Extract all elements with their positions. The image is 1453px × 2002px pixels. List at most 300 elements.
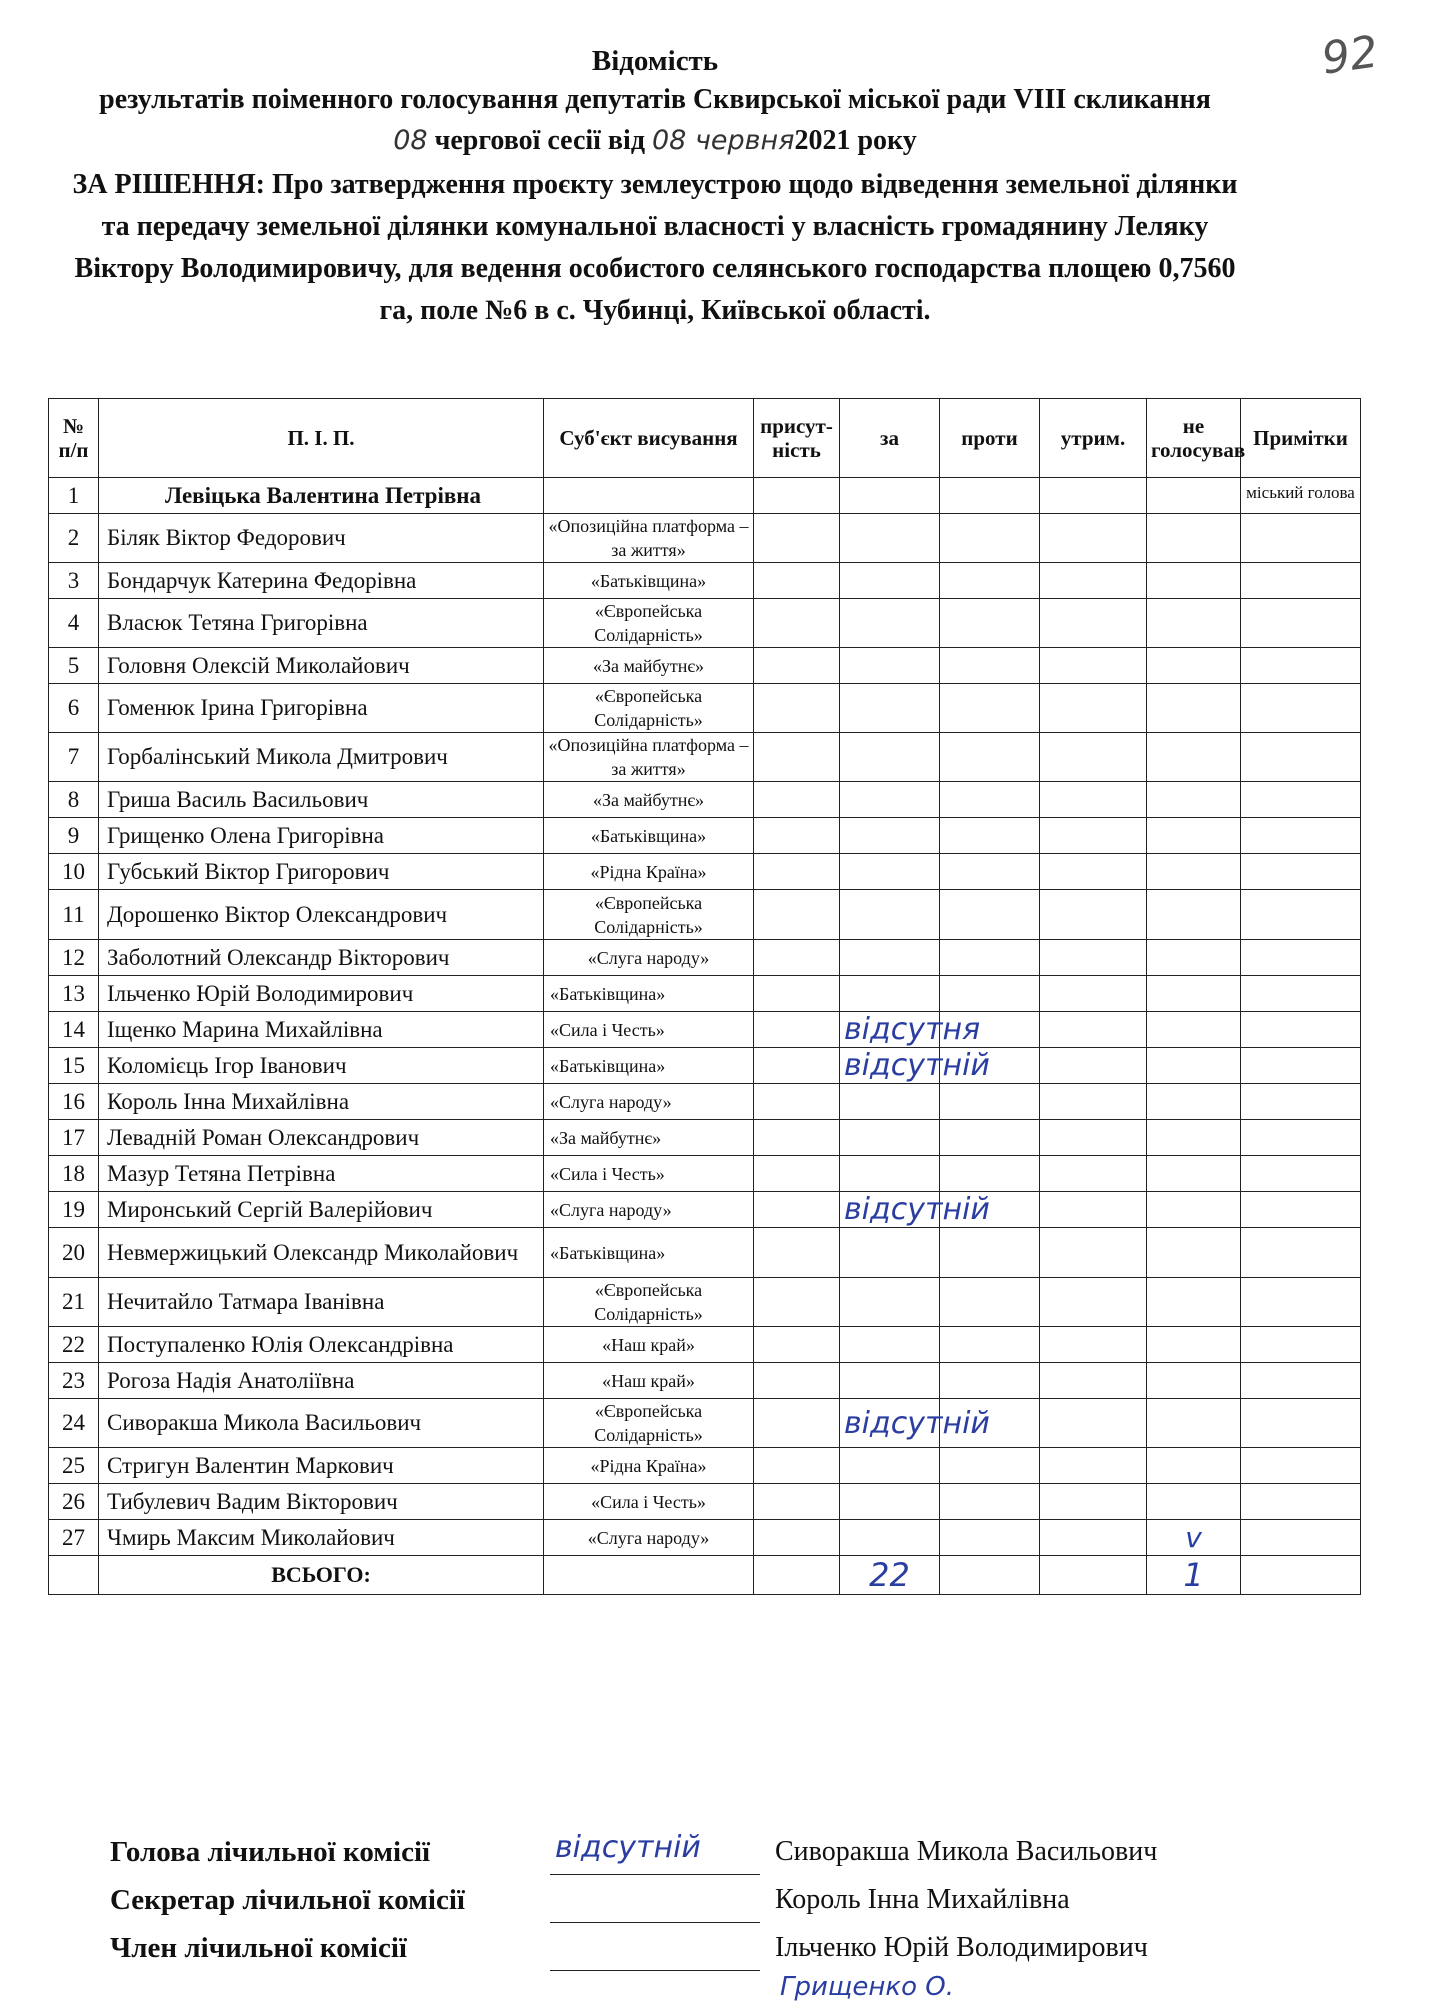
vote-for-cell bbox=[840, 478, 940, 514]
note-cell bbox=[1241, 1278, 1361, 1327]
vote-abstain-cell bbox=[1040, 1228, 1147, 1278]
commission-name: Ільченко Юрій Володимирович bbox=[775, 1932, 1148, 1963]
deputy-name: Ільченко Юрій Володимирович bbox=[99, 976, 544, 1012]
nomination-subject: «Європейська Солідарність» bbox=[544, 599, 754, 648]
vote-for-cell bbox=[840, 599, 940, 648]
table-row bbox=[49, 648, 1361, 684]
nomination-subject: «Батьківщина» bbox=[544, 563, 754, 599]
vote-for-cell bbox=[840, 1048, 990, 1084]
vote-for-cell bbox=[840, 818, 940, 854]
not-voted-cell bbox=[1147, 1363, 1241, 1399]
note-cell bbox=[1241, 1228, 1361, 1278]
presence-cell bbox=[754, 1120, 840, 1156]
vote-abstain-cell bbox=[1040, 514, 1147, 563]
vote-for-cell bbox=[840, 976, 940, 1012]
nomination-subject: «Батьківщина» bbox=[544, 1228, 754, 1278]
vote-abstain-cell bbox=[1040, 1156, 1147, 1192]
commission-role: Секретар лічильної комісії bbox=[110, 1884, 465, 1916]
session-date: 08 червня bbox=[652, 125, 795, 156]
nomination-subject: «За майбутнє» bbox=[544, 1120, 754, 1156]
nomination-subject: «Рідна Країна» bbox=[544, 854, 754, 890]
total-note bbox=[1241, 1556, 1361, 1595]
vote-abstain-cell bbox=[1040, 782, 1147, 818]
document-subtitle: результатів поіменного голосування депутатів Сквирської міської ради VIII скликання bbox=[99, 84, 1211, 115]
vote-for-cell bbox=[840, 648, 940, 684]
signature-line bbox=[550, 1970, 760, 1971]
session-text: чергової сесії від bbox=[434, 125, 645, 156]
table-row bbox=[49, 1278, 1361, 1327]
table-row bbox=[49, 1228, 1361, 1278]
not-voted-cell bbox=[1147, 1228, 1241, 1278]
deputy-name: Поступаленко Юлія Олександрівна bbox=[99, 1327, 544, 1363]
note-cell bbox=[1241, 940, 1361, 976]
nomination-subject: «Слуга народу» bbox=[544, 1192, 754, 1228]
vote-for-cell bbox=[840, 1156, 940, 1192]
table-row bbox=[49, 1156, 1361, 1192]
row-number: 4 bbox=[49, 599, 99, 648]
vote-for-cell bbox=[840, 1448, 940, 1484]
not-voted-cell bbox=[1147, 890, 1241, 940]
vote-against-cell bbox=[940, 478, 1040, 514]
nomination-subject: «Наш край» bbox=[544, 1363, 754, 1399]
not-voted-cell bbox=[1147, 1048, 1241, 1084]
vote-for-cell bbox=[840, 514, 940, 563]
not-voted-cell bbox=[1147, 648, 1241, 684]
vote-against-cell bbox=[940, 563, 1040, 599]
presence-cell bbox=[754, 563, 840, 599]
row-number: 3 bbox=[49, 563, 99, 599]
vote-for-cell bbox=[840, 563, 940, 599]
not-voted-cell bbox=[1147, 1192, 1241, 1228]
presence-cell bbox=[754, 1484, 840, 1520]
row-number: 8 bbox=[49, 782, 99, 818]
vote-for-cell bbox=[840, 940, 940, 976]
not-voted-cell bbox=[1147, 782, 1241, 818]
note-cell bbox=[1241, 1156, 1361, 1192]
note-cell bbox=[1241, 1327, 1361, 1363]
nomination-subject: «Слуга народу» bbox=[544, 1520, 754, 1556]
vote-for-cell bbox=[840, 1084, 940, 1120]
not-voted-cell bbox=[1147, 940, 1241, 976]
commission-member bbox=[110, 1830, 1260, 1884]
row-number: 22 bbox=[49, 1327, 99, 1363]
row-number: 7 bbox=[49, 733, 99, 782]
vote-for-cell bbox=[840, 782, 940, 818]
presence-cell bbox=[754, 976, 840, 1012]
page-number: 92 bbox=[1318, 26, 1382, 85]
note-cell bbox=[1241, 854, 1361, 890]
nomination-subject: «Європейська Солідарність» bbox=[544, 1399, 754, 1448]
note-cell: міський голова bbox=[1241, 478, 1361, 514]
nomination-subject: «Сила і Честь» bbox=[544, 1484, 754, 1520]
vote-abstain-cell bbox=[1040, 854, 1147, 890]
vote-against-cell bbox=[940, 1228, 1040, 1278]
table-row bbox=[49, 1484, 1361, 1520]
note-cell bbox=[1241, 1120, 1361, 1156]
presence-cell bbox=[754, 1520, 840, 1556]
vote-against-cell bbox=[940, 976, 1040, 1012]
presence-cell bbox=[754, 478, 840, 514]
vote-against-cell bbox=[940, 1448, 1040, 1484]
row-number: 16 bbox=[49, 1084, 99, 1120]
table-row bbox=[49, 1084, 1361, 1120]
session-year: 2021 року bbox=[794, 125, 917, 156]
vote-against-cell bbox=[940, 1520, 1040, 1556]
nomination-subject: «Європейська Солідарність» bbox=[544, 684, 754, 733]
not-voted-cell bbox=[1147, 684, 1241, 733]
vote-against-cell bbox=[940, 1120, 1040, 1156]
total-not-voted bbox=[1147, 1556, 1241, 1595]
not-voted-cell bbox=[1147, 563, 1241, 599]
not-voted-cell bbox=[1147, 1012, 1241, 1048]
total-abstain bbox=[1040, 1556, 1147, 1595]
presence-cell bbox=[754, 890, 840, 940]
deputy-name: Стригун Валентин Маркович bbox=[99, 1448, 544, 1484]
vote-against-cell bbox=[940, 599, 1040, 648]
table-row bbox=[49, 890, 1361, 940]
table-row bbox=[49, 940, 1361, 976]
column-header: Примітки bbox=[1241, 399, 1361, 478]
deputy-name: Гоменюк Ірина Григорівна bbox=[99, 684, 544, 733]
vote-against-cell bbox=[940, 890, 1040, 940]
not-voted-cell bbox=[1147, 976, 1241, 1012]
deputy-name: Біляк Віктор Федорович bbox=[99, 514, 544, 563]
table-row bbox=[49, 1520, 1361, 1556]
deputy-name: Чмирь Максим Миколайович bbox=[99, 1520, 544, 1556]
deputy-name: Бондарчук Катерина Федорівна bbox=[99, 563, 544, 599]
vote-abstain-cell bbox=[1040, 684, 1147, 733]
vote-for-cell bbox=[840, 1228, 940, 1278]
total-for-value: 22 bbox=[869, 1556, 910, 1594]
column-header: не голосував bbox=[1147, 399, 1241, 478]
nomination-subject: «Батьківщина» bbox=[544, 976, 754, 1012]
deputy-name: Левіцька Валентина Петрівна bbox=[99, 478, 544, 514]
nomination-subject: «За майбутнє» bbox=[544, 648, 754, 684]
nomination-subject: «Європейська Солідарність» bbox=[544, 890, 754, 940]
vote-for-cell bbox=[840, 1327, 940, 1363]
table-row bbox=[49, 1012, 1361, 1048]
presence-cell bbox=[754, 514, 840, 563]
vote-abstain-cell bbox=[1040, 1448, 1147, 1484]
not-voted-cell bbox=[1147, 514, 1241, 563]
table-row bbox=[49, 854, 1361, 890]
vote-for-cell bbox=[840, 1120, 940, 1156]
note-cell bbox=[1241, 1520, 1361, 1556]
row-number: 20 bbox=[49, 1228, 99, 1278]
row-number: 14 bbox=[49, 1012, 99, 1048]
absent-note: відсутній bbox=[844, 1405, 990, 1441]
note-cell bbox=[1241, 1484, 1361, 1520]
table-row bbox=[49, 1448, 1361, 1484]
vote-abstain-cell bbox=[1040, 599, 1147, 648]
deputy-name: Нечитайло Татмара Іванівна bbox=[99, 1278, 544, 1327]
deputy-name: Невмержицький Олександр Миколайович bbox=[99, 1228, 544, 1278]
total-row bbox=[49, 1556, 1361, 1595]
deputy-name: Коломієць Ігор Іванович bbox=[99, 1048, 544, 1084]
table-row bbox=[49, 1048, 1361, 1084]
vote-abstain-cell bbox=[1040, 1484, 1147, 1520]
column-header: № п/п bbox=[49, 399, 99, 478]
row-number: 18 bbox=[49, 1156, 99, 1192]
commission-member bbox=[110, 1884, 1260, 1932]
note-cell bbox=[1241, 1012, 1361, 1048]
vote-against-cell bbox=[940, 1484, 1040, 1520]
total-empty bbox=[754, 1556, 840, 1595]
table-row bbox=[49, 1120, 1361, 1156]
deputy-name: Тибулевич Вадим Вікторович bbox=[99, 1484, 544, 1520]
vote-for-cell bbox=[840, 1484, 940, 1520]
document-header bbox=[60, 42, 1250, 332]
column-header: утрим. bbox=[1040, 399, 1147, 478]
vote-abstain-cell bbox=[1040, 1399, 1147, 1448]
not-voted-cell bbox=[1147, 854, 1241, 890]
vote-abstain-cell bbox=[1040, 890, 1147, 940]
presence-cell bbox=[754, 782, 840, 818]
note-cell bbox=[1241, 514, 1361, 563]
vote-against-cell bbox=[940, 733, 1040, 782]
table-row bbox=[49, 514, 1361, 563]
not-voted-cell bbox=[1147, 599, 1241, 648]
not-voted-cell bbox=[1147, 1520, 1241, 1556]
row-number: 26 bbox=[49, 1484, 99, 1520]
deputy-name: Дорошенко Віктор Олександрович bbox=[99, 890, 544, 940]
presence-cell bbox=[754, 1084, 840, 1120]
vote-abstain-cell bbox=[1040, 1120, 1147, 1156]
session-number: 08 bbox=[393, 125, 428, 156]
presence-cell bbox=[754, 1048, 840, 1084]
vote-against-cell bbox=[940, 1156, 1040, 1192]
deputy-name: Король Інна Михайлівна bbox=[99, 1084, 544, 1120]
vote-abstain-cell bbox=[1040, 1048, 1147, 1084]
row-number: 19 bbox=[49, 1192, 99, 1228]
vote-abstain-cell bbox=[1040, 818, 1147, 854]
nomination-subject bbox=[544, 478, 754, 514]
column-header: присут-ність bbox=[754, 399, 840, 478]
vote-against-cell bbox=[940, 1084, 1040, 1120]
column-header: П. І. П. bbox=[99, 399, 544, 478]
vote-abstain-cell bbox=[1040, 1084, 1147, 1120]
deputy-name: Рогоза Надія Анатоліївна bbox=[99, 1363, 544, 1399]
document-title: Відомість bbox=[591, 45, 719, 77]
note-cell bbox=[1241, 733, 1361, 782]
table-row bbox=[49, 478, 1361, 514]
column-header: проти bbox=[940, 399, 1040, 478]
nomination-subject: «Європейська Солідарність» bbox=[544, 1278, 754, 1327]
vote-for-cell bbox=[840, 1520, 940, 1556]
not-voted-mark: v bbox=[1185, 1521, 1202, 1554]
vote-for-cell bbox=[840, 1192, 990, 1228]
note-cell bbox=[1241, 1084, 1361, 1120]
nomination-subject: «За майбутнє» bbox=[544, 782, 754, 818]
presence-cell bbox=[754, 1278, 840, 1327]
row-number: 23 bbox=[49, 1363, 99, 1399]
not-voted-cell bbox=[1147, 1327, 1241, 1363]
deputy-name: Сиворакша Микола Васильович bbox=[99, 1399, 544, 1448]
vote-for-cell bbox=[840, 890, 940, 940]
vote-for-cell bbox=[840, 1399, 990, 1448]
vote-abstain-cell bbox=[1040, 563, 1147, 599]
presence-cell bbox=[754, 1156, 840, 1192]
row-number: 11 bbox=[49, 890, 99, 940]
note-cell bbox=[1241, 563, 1361, 599]
note-cell bbox=[1241, 1363, 1361, 1399]
nomination-subject: «Опозиційна платформа – за життя» bbox=[544, 514, 754, 563]
vote-against-cell bbox=[940, 940, 1040, 976]
note-cell bbox=[1241, 599, 1361, 648]
deputy-name: Миронський Сергій Валерійович bbox=[99, 1192, 544, 1228]
nomination-subject: «Сила і Честь» bbox=[544, 1156, 754, 1192]
nomination-subject: «Батьківщина» bbox=[544, 818, 754, 854]
deputy-name: Горбалінський Микола Дмитрович bbox=[99, 733, 544, 782]
not-voted-cell bbox=[1147, 733, 1241, 782]
presence-cell bbox=[754, 1399, 840, 1448]
note-cell bbox=[1241, 1399, 1361, 1448]
deputy-name: Губський Віктор Григорович bbox=[99, 854, 544, 890]
table-row bbox=[49, 818, 1361, 854]
commission-role: Член лічильної комісії bbox=[110, 1932, 407, 1964]
note-cell bbox=[1241, 818, 1361, 854]
presence-cell bbox=[754, 1327, 840, 1363]
deputy-name: Іщенко Марина Михайлівна bbox=[99, 1012, 544, 1048]
table-row bbox=[49, 1363, 1361, 1399]
row-number: 27 bbox=[49, 1520, 99, 1556]
not-voted-cell bbox=[1147, 818, 1241, 854]
table-row bbox=[49, 976, 1361, 1012]
presence-cell bbox=[754, 599, 840, 648]
not-voted-cell bbox=[1147, 1278, 1241, 1327]
vote-abstain-cell bbox=[1040, 1012, 1147, 1048]
presence-cell bbox=[754, 684, 840, 733]
total-empty bbox=[49, 1556, 99, 1595]
decision-block bbox=[60, 164, 1250, 332]
row-number: 21 bbox=[49, 1278, 99, 1327]
row-number: 10 bbox=[49, 854, 99, 890]
presence-cell bbox=[754, 1192, 840, 1228]
note-cell bbox=[1241, 648, 1361, 684]
presence-cell bbox=[754, 1228, 840, 1278]
nomination-subject: «Наш край» bbox=[544, 1327, 754, 1363]
not-voted-cell bbox=[1147, 1448, 1241, 1484]
vote-against-cell bbox=[940, 818, 1040, 854]
note-cell bbox=[1241, 782, 1361, 818]
vote-abstain-cell bbox=[1040, 1192, 1147, 1228]
vote-abstain-cell bbox=[1040, 478, 1147, 514]
not-voted-cell bbox=[1147, 1084, 1241, 1120]
presence-cell bbox=[754, 818, 840, 854]
vote-abstain-cell bbox=[1040, 733, 1147, 782]
absent-note: відсутня bbox=[844, 1012, 981, 1047]
commission-name: Сиворакша Микола Васильович bbox=[775, 1836, 1158, 1867]
note-cell bbox=[1241, 1048, 1361, 1084]
row-number: 2 bbox=[49, 514, 99, 563]
table-row bbox=[49, 733, 1361, 782]
presence-cell bbox=[754, 1448, 840, 1484]
vote-against-cell bbox=[940, 514, 1040, 563]
row-number: 25 bbox=[49, 1448, 99, 1484]
bottom-handwriting: Грищенко О. bbox=[780, 1972, 954, 2002]
signature-line bbox=[550, 1874, 760, 1875]
column-header: Суб'єкт висування bbox=[544, 399, 754, 478]
deputy-name: Левадній Роман Олександрович bbox=[99, 1120, 544, 1156]
vote-for-cell bbox=[840, 733, 940, 782]
presence-cell bbox=[754, 1363, 840, 1399]
commission-member bbox=[110, 1932, 1260, 1980]
vote-abstain-cell bbox=[1040, 1327, 1147, 1363]
nomination-subject: «Батьківщина» bbox=[544, 1048, 754, 1084]
nomination-subject: «Опозиційна платформа – за життя» bbox=[544, 733, 754, 782]
deputy-name: Гриша Василь Васильович bbox=[99, 782, 544, 818]
deputy-name: Грищенко Олена Григорівна bbox=[99, 818, 544, 854]
table-row bbox=[49, 1327, 1361, 1363]
session-line bbox=[60, 120, 1250, 162]
not-voted-cell bbox=[1147, 1120, 1241, 1156]
vote-for-cell bbox=[840, 684, 940, 733]
table-row bbox=[49, 599, 1361, 648]
total-label: ВСЬОГО: bbox=[99, 1556, 544, 1595]
decision-prefix: ЗА РІШЕННЯ: bbox=[72, 169, 265, 200]
not-voted-cell bbox=[1147, 478, 1241, 514]
vote-against-cell bbox=[940, 854, 1040, 890]
vote-for-cell bbox=[840, 854, 940, 890]
vote-against-cell bbox=[940, 782, 1040, 818]
column-header: за bbox=[840, 399, 940, 478]
deputy-name: Головня Олексій Миколайович bbox=[99, 648, 544, 684]
absent-note: відсутній bbox=[844, 1192, 990, 1227]
vote-abstain-cell bbox=[1040, 648, 1147, 684]
vote-against-cell bbox=[940, 648, 1040, 684]
signature-line bbox=[550, 1922, 760, 1923]
vote-table bbox=[48, 398, 1361, 1595]
table-row bbox=[49, 563, 1361, 599]
table-header-row bbox=[49, 399, 1361, 478]
vote-abstain-cell bbox=[1040, 1278, 1147, 1327]
total-against bbox=[940, 1556, 1040, 1595]
presence-cell bbox=[754, 854, 840, 890]
row-number: 6 bbox=[49, 684, 99, 733]
counting-commission bbox=[110, 1830, 1260, 1980]
vote-against-cell bbox=[940, 684, 1040, 733]
vote-for-cell bbox=[840, 1012, 981, 1048]
commission-name: Король Інна Михайлівна bbox=[775, 1884, 1070, 1915]
presence-cell bbox=[754, 940, 840, 976]
not-voted-cell bbox=[1147, 1484, 1241, 1520]
vote-abstain-cell bbox=[1040, 976, 1147, 1012]
note-cell bbox=[1241, 1192, 1361, 1228]
row-number: 17 bbox=[49, 1120, 99, 1156]
note-cell bbox=[1241, 890, 1361, 940]
row-number: 1 bbox=[49, 478, 99, 514]
row-number: 15 bbox=[49, 1048, 99, 1084]
total-not-voted-value: 1 bbox=[1183, 1556, 1204, 1594]
row-number: 24 bbox=[49, 1399, 99, 1448]
presence-cell bbox=[754, 1012, 840, 1048]
not-voted-cell bbox=[1147, 1156, 1241, 1192]
deputy-name: Заболотний Олександр Вікторович bbox=[99, 940, 544, 976]
deputy-name: Мазур Тетяна Петрівна bbox=[99, 1156, 544, 1192]
nomination-subject: «Слуга народу» bbox=[544, 1084, 754, 1120]
nomination-subject: «Слуга народу» bbox=[544, 940, 754, 976]
not-voted-cell bbox=[1147, 1399, 1241, 1448]
note-cell bbox=[1241, 684, 1361, 733]
table-row bbox=[49, 684, 1361, 733]
vote-against-cell bbox=[940, 1278, 1040, 1327]
table-row bbox=[49, 1192, 1361, 1228]
row-number: 5 bbox=[49, 648, 99, 684]
vote-for-cell bbox=[840, 1363, 940, 1399]
note-cell bbox=[1241, 976, 1361, 1012]
vote-against-cell bbox=[940, 1363, 1040, 1399]
nomination-subject: «Рідна Країна» bbox=[544, 1448, 754, 1484]
